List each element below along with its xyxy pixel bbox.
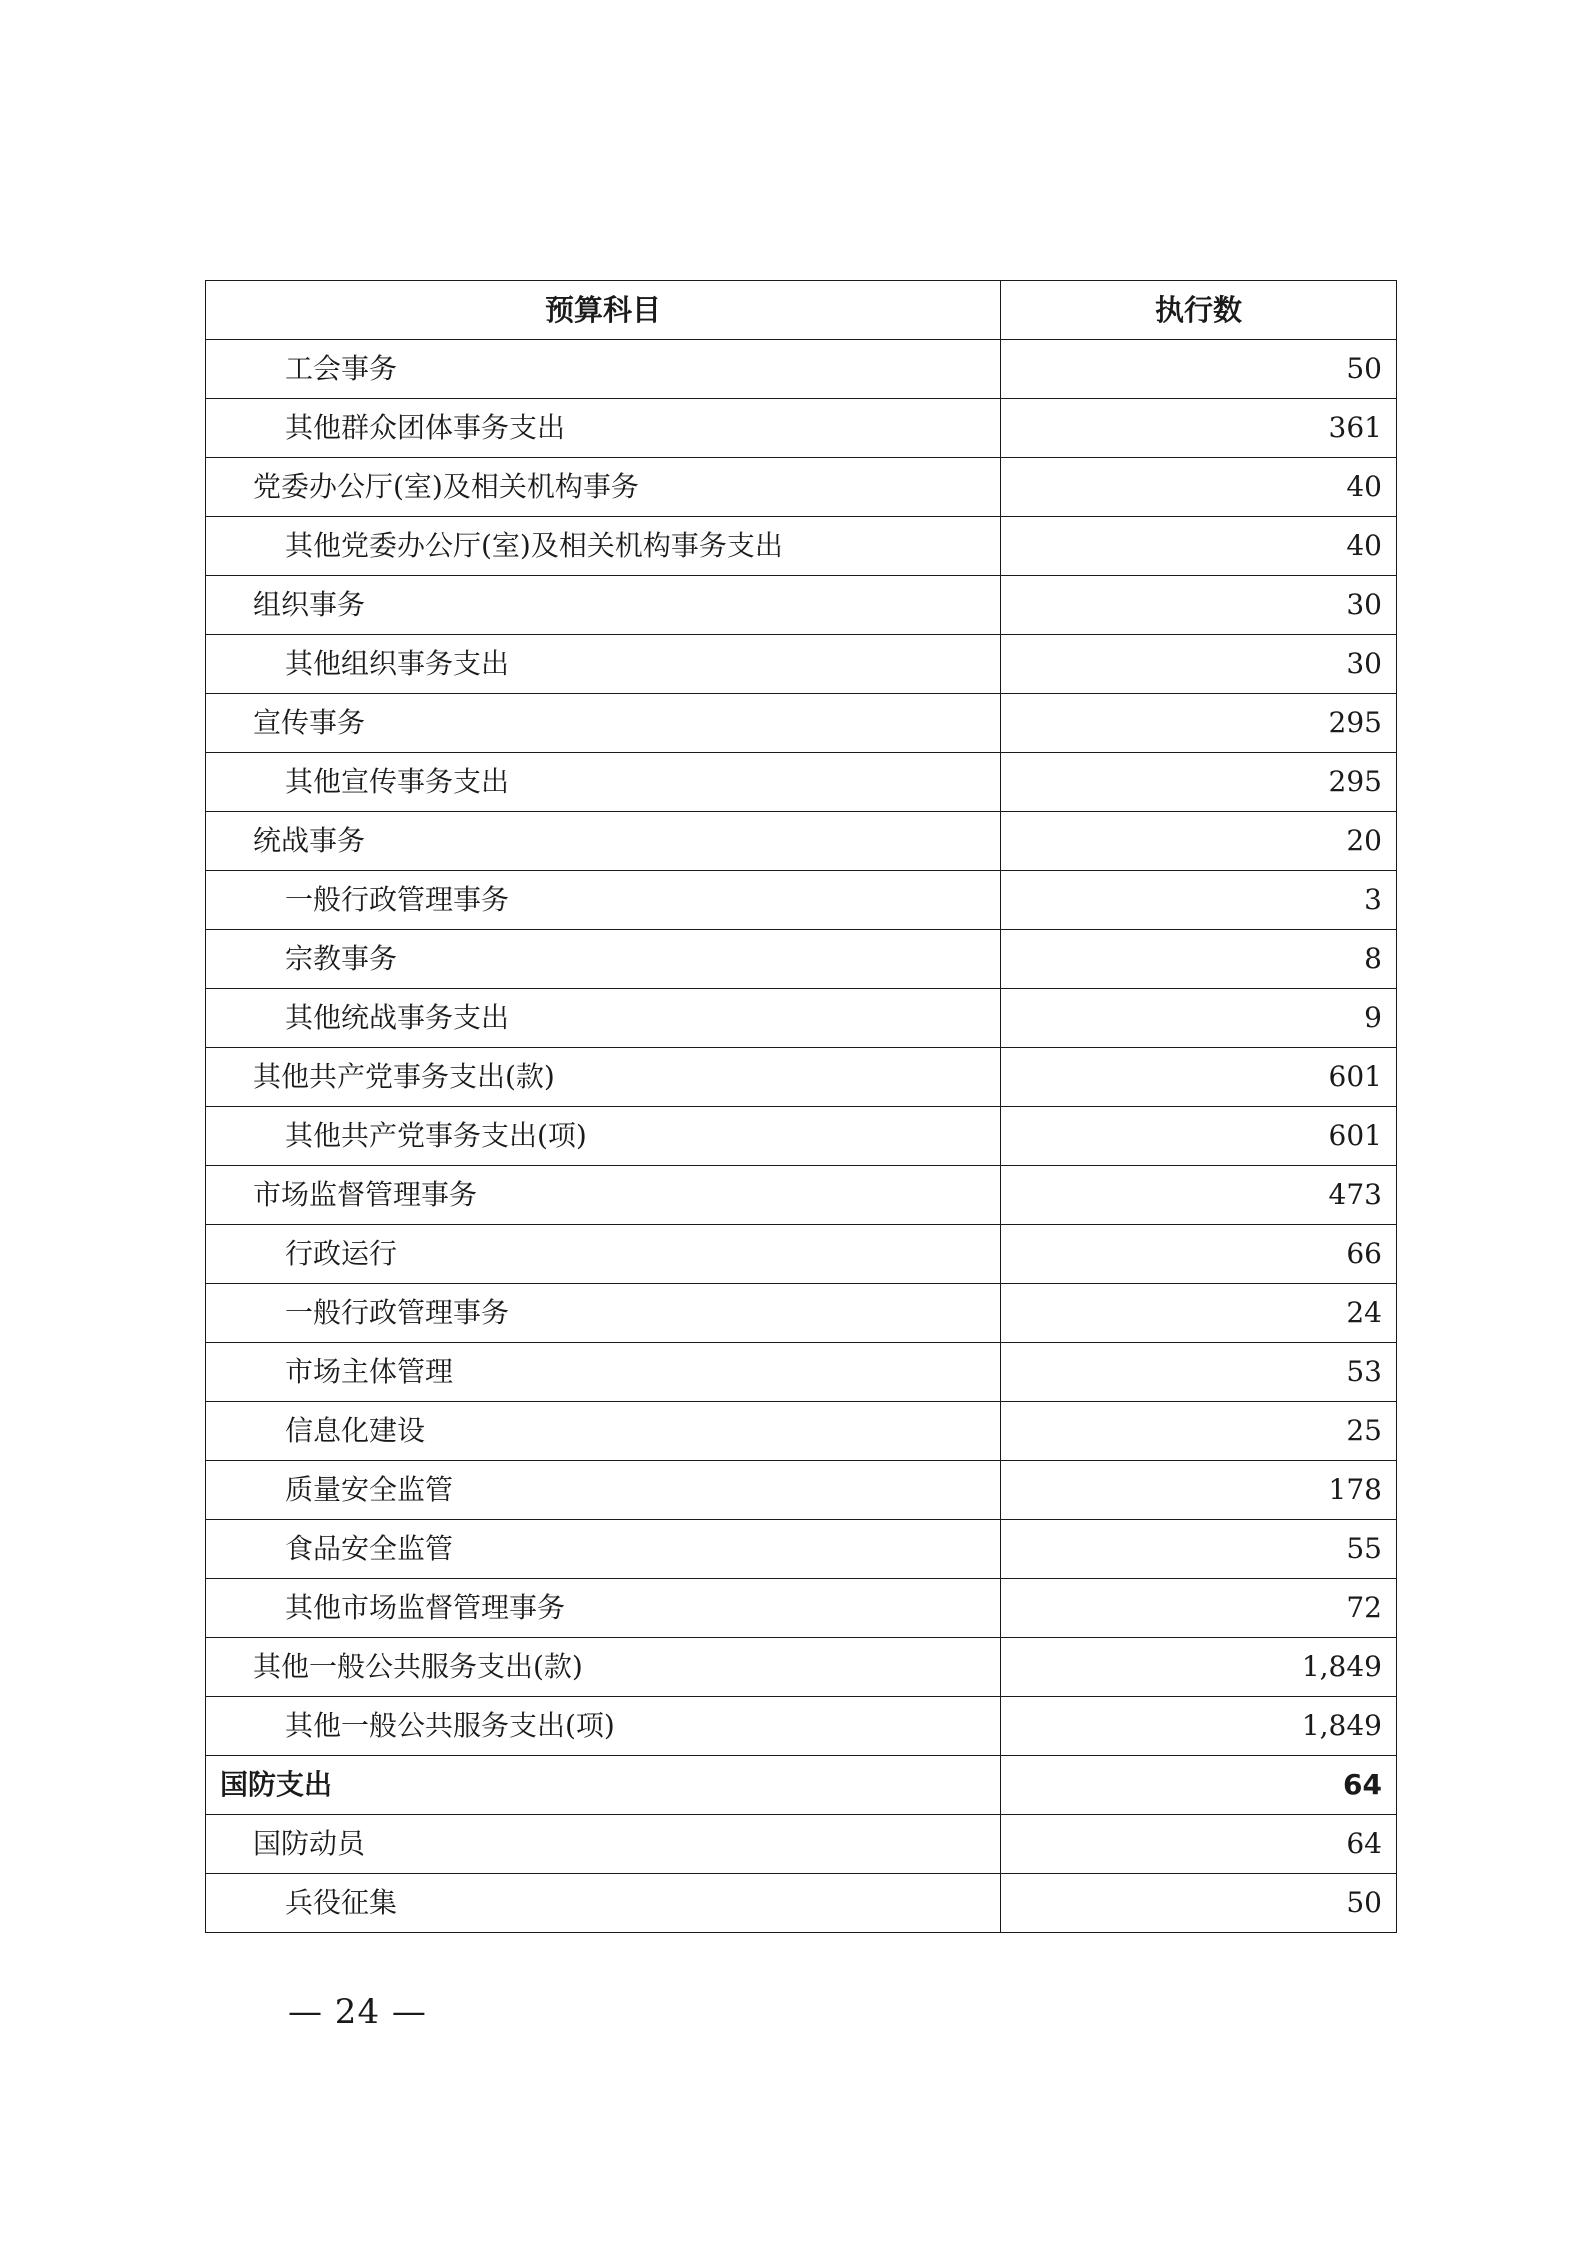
- table-row: [206, 1815, 1397, 1874]
- executed-amount: 9: [1001, 989, 1397, 1048]
- executed-amount: 3: [1001, 871, 1397, 930]
- table-row: [206, 1166, 1397, 1225]
- budget-item-name: 信息化建设: [206, 1402, 1001, 1461]
- header-budget-item: 预算科目: [206, 281, 1001, 340]
- executed-amount: 295: [1001, 694, 1397, 753]
- table-body: [206, 340, 1397, 1933]
- budget-item-name: 其他市场监督管理事务: [206, 1579, 1001, 1638]
- page-number: — 24 —: [288, 1992, 427, 2032]
- budget-item-name: 其他共产党事务支出(款): [206, 1048, 1001, 1107]
- budget-item-name: 其他组织事务支出: [206, 635, 1001, 694]
- budget-item-name: 其他党委办公厅(室)及相关机构事务支出: [206, 517, 1001, 576]
- table-row: [206, 1343, 1397, 1402]
- executed-amount: 64: [1001, 1815, 1397, 1874]
- executed-amount: 66: [1001, 1225, 1397, 1284]
- budget-item-name: 其他一般公共服务支出(项): [206, 1697, 1001, 1756]
- table-row: [206, 635, 1397, 694]
- budget-item-name: 市场主体管理: [206, 1343, 1001, 1402]
- executed-amount: 50: [1001, 1874, 1397, 1933]
- executed-amount: 295: [1001, 753, 1397, 812]
- table-row: [206, 1048, 1397, 1107]
- executed-amount: 1,849: [1001, 1697, 1397, 1756]
- executed-amount: 601: [1001, 1048, 1397, 1107]
- budget-item-name: 兵役征集: [206, 1874, 1001, 1933]
- executed-amount: 50: [1001, 340, 1397, 399]
- executed-amount: 53: [1001, 1343, 1397, 1402]
- budget-item-name: 国防支出: [206, 1756, 1001, 1815]
- table-row: [206, 1579, 1397, 1638]
- executed-amount: 30: [1001, 635, 1397, 694]
- budget-item-name: 国防动员: [206, 1815, 1001, 1874]
- executed-amount: 40: [1001, 517, 1397, 576]
- budget-item-name: 统战事务: [206, 812, 1001, 871]
- table-row: [206, 576, 1397, 635]
- budget-item-name: 食品安全监管: [206, 1520, 1001, 1579]
- budget-item-name: 宗教事务: [206, 930, 1001, 989]
- executed-amount: 40: [1001, 458, 1397, 517]
- executed-amount: 1,849: [1001, 1638, 1397, 1697]
- budget-item-name: 其他群众团体事务支出: [206, 399, 1001, 458]
- table-row: [206, 1520, 1397, 1579]
- budget-item-name: 行政运行: [206, 1225, 1001, 1284]
- table-row: [206, 517, 1397, 576]
- table-row: [206, 458, 1397, 517]
- executed-amount: 30: [1001, 576, 1397, 635]
- budget-item-name: 组织事务: [206, 576, 1001, 635]
- table-header-row: [206, 281, 1397, 340]
- table-row: [206, 694, 1397, 753]
- table-row: [206, 989, 1397, 1048]
- table-row: [206, 1402, 1397, 1461]
- table-row: [206, 399, 1397, 458]
- budget-item-name: 一般行政管理事务: [206, 871, 1001, 930]
- table-row: [206, 1461, 1397, 1520]
- table-row: [206, 753, 1397, 812]
- executed-amount: 64: [1001, 1756, 1397, 1815]
- budget-item-name: 其他统战事务支出: [206, 989, 1001, 1048]
- table-row: [206, 340, 1397, 399]
- table-row: [206, 1756, 1397, 1815]
- executed-amount: 601: [1001, 1107, 1397, 1166]
- table-row: [206, 1225, 1397, 1284]
- table-row: [206, 930, 1397, 989]
- table-row: [206, 1638, 1397, 1697]
- budget-item-name: 其他共产党事务支出(项): [206, 1107, 1001, 1166]
- budget-item-name: 一般行政管理事务: [206, 1284, 1001, 1343]
- table-row: [206, 1697, 1397, 1756]
- table-row: [206, 1284, 1397, 1343]
- table-row: [206, 1874, 1397, 1933]
- budget-item-name: 其他一般公共服务支出(款): [206, 1638, 1001, 1697]
- executed-amount: 473: [1001, 1166, 1397, 1225]
- budget-item-name: 党委办公厅(室)及相关机构事务: [206, 458, 1001, 517]
- table-row: [206, 871, 1397, 930]
- table-row: [206, 812, 1397, 871]
- executed-amount: 8: [1001, 930, 1397, 989]
- executed-amount: 24: [1001, 1284, 1397, 1343]
- budget-table: [205, 280, 1397, 1933]
- budget-item-name: 市场监督管理事务: [206, 1166, 1001, 1225]
- budget-item-name: 宣传事务: [206, 694, 1001, 753]
- executed-amount: 72: [1001, 1579, 1397, 1638]
- header-executed-amount: 执行数: [1001, 281, 1397, 340]
- executed-amount: 25: [1001, 1402, 1397, 1461]
- budget-item-name: 工会事务: [206, 340, 1001, 399]
- budget-item-name: 其他宣传事务支出: [206, 753, 1001, 812]
- executed-amount: 20: [1001, 812, 1397, 871]
- executed-amount: 55: [1001, 1520, 1397, 1579]
- budget-item-name: 质量安全监管: [206, 1461, 1001, 1520]
- table-row: [206, 1107, 1397, 1166]
- executed-amount: 361: [1001, 399, 1397, 458]
- executed-amount: 178: [1001, 1461, 1397, 1520]
